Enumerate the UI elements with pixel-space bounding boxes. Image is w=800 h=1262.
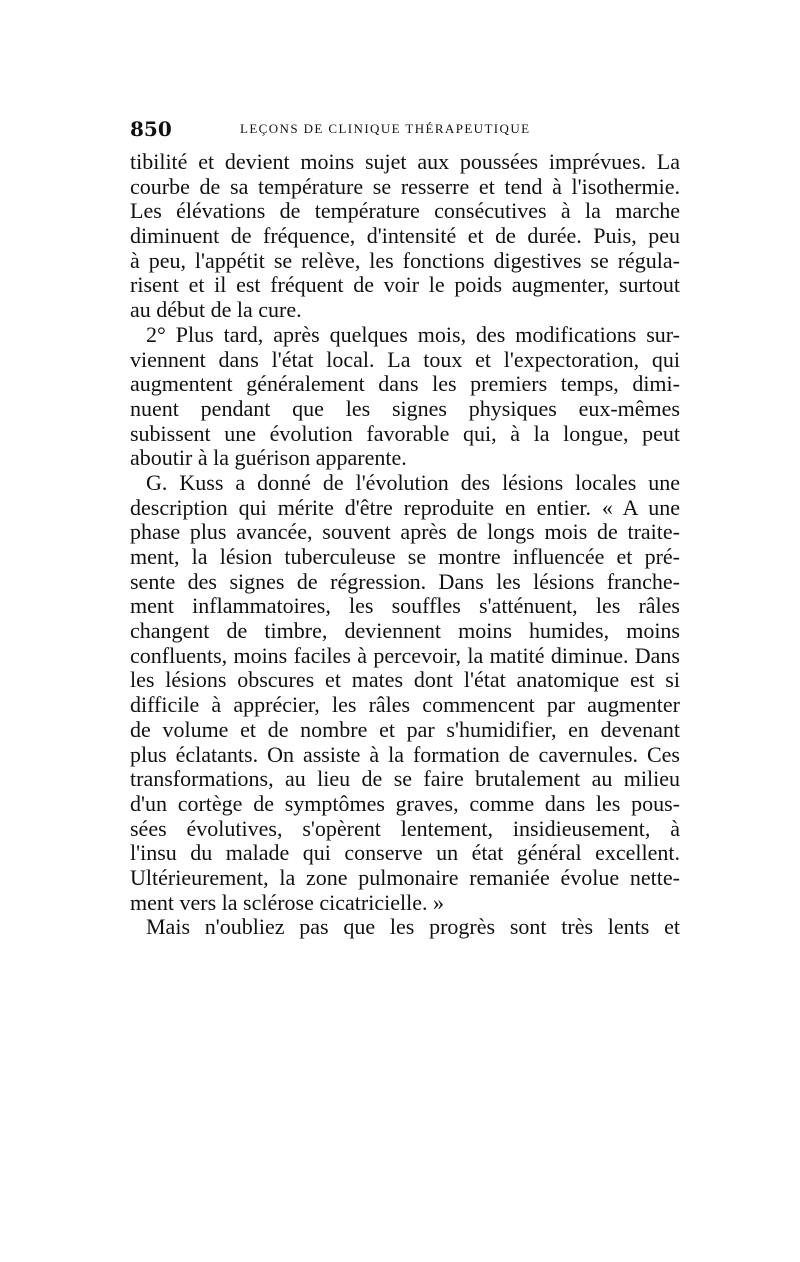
text-line: diminuent de fréquence, d'intensité et de durée. Puis, peu	[130, 223, 680, 249]
text-line: subissent une évolution favorable qui, à la longue, peut	[130, 420, 680, 446]
text-line: tibilité et devient moins sujet aux poussées imprévues. La	[130, 149, 680, 174]
text-line: viennent dans l'état local. La toux et l'expectoration, qui	[130, 346, 680, 372]
text-line: de volume et de nombre et par s'humidifier, en devenant	[130, 716, 680, 742]
text-line: difficile à apprécier, les râles commencent par augmenter	[130, 692, 680, 718]
text-line: phase plus avancée, souvent après de longs mois de traite-	[130, 519, 680, 545]
text-line: l'insu du malade qui conserve un état général excellent.	[130, 840, 680, 866]
running-title: LEÇONS DE CLINIQUE THÉRAPEUTIQUE	[240, 121, 531, 136]
text-line: ment vers la sclérose cicatricielle. »	[130, 889, 444, 915]
text-line: à peu, l'appétit se relève, les fonctions digestives se régula-	[130, 247, 680, 273]
text-line: au début de la cure.	[130, 297, 302, 323]
text-line: sées évolutives, s'opèrent lentement, insidieusement, à	[130, 815, 680, 841]
running-head	[130, 117, 690, 141]
text-line: d'un cortège de symptômes graves, comme dans les pous-	[130, 790, 680, 816]
text-line: Mais n'oubliez pas que les progrès sont très lents et	[146, 914, 680, 940]
text-line: description qui mérite d'être reproduite en entier. « A une	[130, 494, 680, 520]
text-line: plus éclatants. On assiste à la formation de cavernules. Ces	[130, 741, 680, 767]
text-line: sente des signes de régression. Dans les lésions franche-	[130, 568, 680, 594]
text-line: ment, la lésion tuberculeuse se montre influencée et pré-	[130, 544, 680, 569]
text-line: G. Kuss a donné de l'évolution des lésions locales une	[146, 469, 680, 495]
text-line: les lésions obscures et mates dont l'état anatomique est si	[130, 667, 680, 693]
text-line: ment inflammatoires, les souffles s'atténuent, les râles	[130, 593, 680, 619]
text-line: Les élévations de température consécutives à la marche	[130, 198, 680, 224]
page-number: 850	[130, 117, 172, 141]
text-line: nuent pendant que les signes physiques eux-mêmes	[130, 395, 680, 421]
text-line: 2° Plus tard, après quelques mois, des modifications sur-	[146, 321, 680, 347]
text-line: risent et il est fréquent de voir le poids augmenter, surtout	[130, 272, 680, 298]
text-line: courbe de sa température se resserre et tend à l'isothermie.	[130, 173, 680, 199]
text-line: confluents, moins faciles à percevoir, la matité diminue. Dans	[130, 642, 680, 668]
text-line: augmentent généralement dans les premiers temps, dimi-	[130, 371, 680, 397]
text-line: changent de timbre, deviennent moins humides, moins	[130, 618, 680, 644]
body-text	[130, 150, 680, 940]
text-line: transformations, au lieu de se faire brutalement au milieu	[130, 766, 680, 792]
text-line: Ultérieurement, la zone pulmonaire remaniée évolue nette-	[130, 864, 680, 890]
text-line: aboutir à la guérison apparente.	[130, 445, 407, 471]
